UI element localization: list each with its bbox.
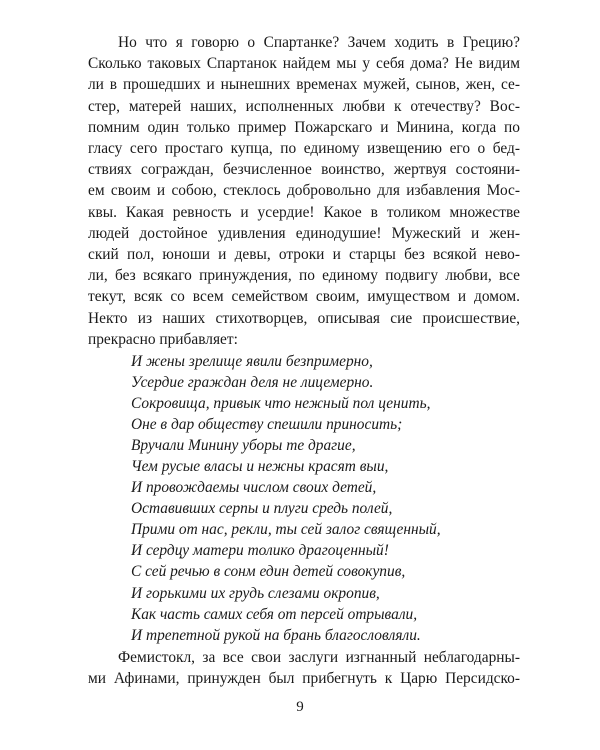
text-line: гласу сего простаго купца, по единому извещению его о бед- bbox=[88, 140, 520, 158]
verse-line: И трепетной рукой на брань благословляли. bbox=[131, 626, 421, 644]
verse-line: Вручали Минину уборы те драгие, bbox=[131, 437, 356, 455]
text-line: Некто из наших стихотворцев, описывая сие происшествие, bbox=[88, 309, 520, 327]
verse-line: Как часть самих себя от персей отрывали, bbox=[131, 605, 418, 623]
verse-line: Прими от нас, рекли, ты сей залог священный, bbox=[131, 521, 441, 539]
text-line: Фемистокл, за все свои заслуги изгнанный неблагодарны- bbox=[118, 649, 520, 666]
text-line: помним один только пример Пожарскаго и Минина, когда по bbox=[88, 118, 520, 136]
text-line: ствиях сограждан, безчисленное воинство, жертвуя состояни- bbox=[88, 161, 520, 179]
verse-line: Усердие граждан деля не лицемерно. bbox=[131, 374, 374, 392]
page-number: 9 bbox=[296, 699, 304, 715]
text-line: ли в прошедших и нынешних временах мужей, сынов, жен, се- bbox=[88, 76, 520, 94]
paragraph-spartan-women bbox=[88, 32, 520, 350]
verse-line: Сокровища, привык что нежный пол ценить, bbox=[131, 395, 431, 413]
poem-quotation bbox=[131, 351, 441, 646]
paragraph-themistocles bbox=[88, 647, 520, 689]
verse-line: С сей речью в сонм един детей совокупив, bbox=[131, 563, 406, 581]
verse-line: И горькими их грудь слезами окропив, bbox=[131, 584, 380, 602]
text-line: Но что я говорю о Спартанке? Зачем ходить в Грецию? bbox=[118, 34, 520, 51]
verse-line: И провождаемы числом своих детей, bbox=[131, 479, 377, 497]
text-line: людей достойное удивления единодушие! Мужеский и жен- bbox=[88, 224, 520, 242]
text-line: ский пол, юноши и девы, отроки и старцы без всякой нево- bbox=[88, 246, 520, 264]
text-line: прекрасно прибавляет: bbox=[88, 330, 238, 348]
text-line: ли, без всякаго принуждения, по единому подвигу любви, все bbox=[88, 267, 520, 285]
text-line: стер, матерей наших, исполненных любви к отечеству? Вос- bbox=[88, 97, 520, 115]
verse-line: И жены зрелище явили безпримерно, bbox=[131, 353, 373, 370]
text-line: Сколько таковых Спартанок найдем мы у себя дома? Не видим bbox=[88, 55, 520, 73]
text-line: ми Афинами, принужден был прибегнуть к Царю Персидско- bbox=[88, 670, 520, 688]
verse-line: Оне в дар обществу спешили приносить; bbox=[131, 416, 403, 434]
verse-line: Оставивших серпы и плуги средь полей, bbox=[131, 500, 393, 518]
text-line: текут, всяк со всем семейством своим, имуществом и домом. bbox=[88, 288, 520, 306]
verse-line: И сердцу матери толико драгоценный! bbox=[131, 542, 389, 560]
verse-line: Чем русые власы и нежны красят выи, bbox=[131, 458, 389, 476]
text-line: квы. Какая ревность и усердие! Какое в толиком множестве bbox=[88, 203, 520, 221]
text-line: ем своим и собою, стеклось добровольно для избавления Мос- bbox=[88, 182, 520, 200]
